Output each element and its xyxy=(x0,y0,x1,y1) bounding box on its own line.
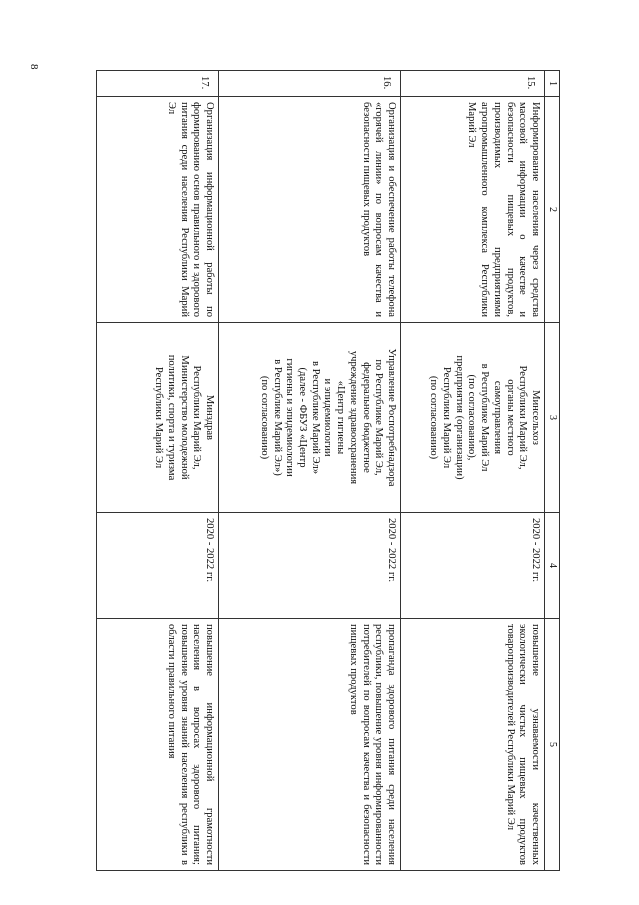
executor-line: (далее - ФБУЗ «Центр xyxy=(297,367,309,468)
period-cell: 2020 - 2022 гг. xyxy=(97,513,219,619)
row-number: 15. xyxy=(401,71,545,97)
executor-line: федеральное бюджетное xyxy=(360,362,372,473)
result-text: пропаганда здорового питания среди населения республики, повышение уровня информированности потребителей по вопросам качества и безопасности пищевых продуктов xyxy=(219,619,401,871)
measures-table xyxy=(96,70,560,871)
period-cell: 2020 - 2022 гг. xyxy=(401,513,545,619)
executor-line: Министерство молодежной xyxy=(178,355,190,480)
result-text: повышение узнаваемости качественных экологически чистых пищевых продуктов товаропроизводителей Республики Марий Эл xyxy=(401,619,545,871)
executors-cell xyxy=(97,323,219,513)
table-row xyxy=(401,71,545,871)
header-cell-1: 1 xyxy=(545,71,560,97)
measure-text: Информирование населения через средства массовой информации о качестве и безопасности пищевых продуктов, производимых предприятиями агропромышленного комплекса Республики Марий Эл xyxy=(401,97,545,323)
table-row xyxy=(219,71,401,871)
executor-line: «Центр гигиены xyxy=(335,380,347,455)
measure-text: Организация и обеспечение работы телефона «горячей линии» по вопросам качества и безопасности пищевых продуктов xyxy=(219,97,401,323)
row-number: 16. xyxy=(219,71,401,97)
executor-line: гигиены и эпидемиологии xyxy=(284,358,296,477)
executor-line: (по согласованию), xyxy=(466,374,478,461)
executor-line: и эпидемиологии xyxy=(322,378,334,457)
executor-line: по Республике Марий Эл, xyxy=(373,359,385,476)
result-text: повышение информационной грамотности населения в вопросах здорового питания; повышение уровня знаний населения республики в области правильного питания xyxy=(97,619,219,871)
header-cell-2: 2 xyxy=(545,97,560,323)
page-number: 8 xyxy=(28,64,40,70)
executor-line: Минсельхоз xyxy=(530,390,541,445)
executor-line: Республики Марий Эл xyxy=(441,366,453,469)
header-cell-3: 3 xyxy=(545,323,560,513)
executors-cell xyxy=(219,323,401,513)
executor-line: Республики Марий Эл xyxy=(153,366,165,469)
header-cell-4: 4 xyxy=(545,513,560,619)
period-cell: 2020 - 2022 гг. xyxy=(219,513,401,619)
row-number: 17. xyxy=(97,71,219,97)
executor-line: в Республике Марий Эл») xyxy=(271,359,283,476)
executor-line: Управление Роспотребнадзора xyxy=(386,348,397,487)
executor-line: (по согласованию) xyxy=(258,375,270,460)
executor-line: Республики Марий Эл, xyxy=(191,365,203,470)
header-cell-5: 5 xyxy=(545,619,560,871)
executor-line: Минздрав xyxy=(204,394,215,441)
executor-line: в Республике Марий Эл» xyxy=(309,360,321,475)
executor-line: самоуправления xyxy=(491,380,503,455)
executor-line: (по согласованию) xyxy=(428,375,440,460)
executor-line: Республики Марий Эл, xyxy=(517,365,529,470)
rotated-table-wrapper xyxy=(120,70,560,870)
executor-line: предприятия (организации) xyxy=(453,355,465,480)
measure-text: Организация информационной работы по формированию основ правильного и здорового питания среди населения Республики Марий Эл xyxy=(97,97,219,323)
table-row xyxy=(97,71,219,871)
executor-line: учреждение здравоохранения xyxy=(347,350,359,485)
executors-cell xyxy=(401,323,545,513)
executor-line: органы местного xyxy=(504,379,516,456)
executor-line: в Республике Марий Эл xyxy=(479,363,491,472)
executor-line: политики, спорта и туризма xyxy=(165,354,177,481)
header-row xyxy=(545,71,560,871)
